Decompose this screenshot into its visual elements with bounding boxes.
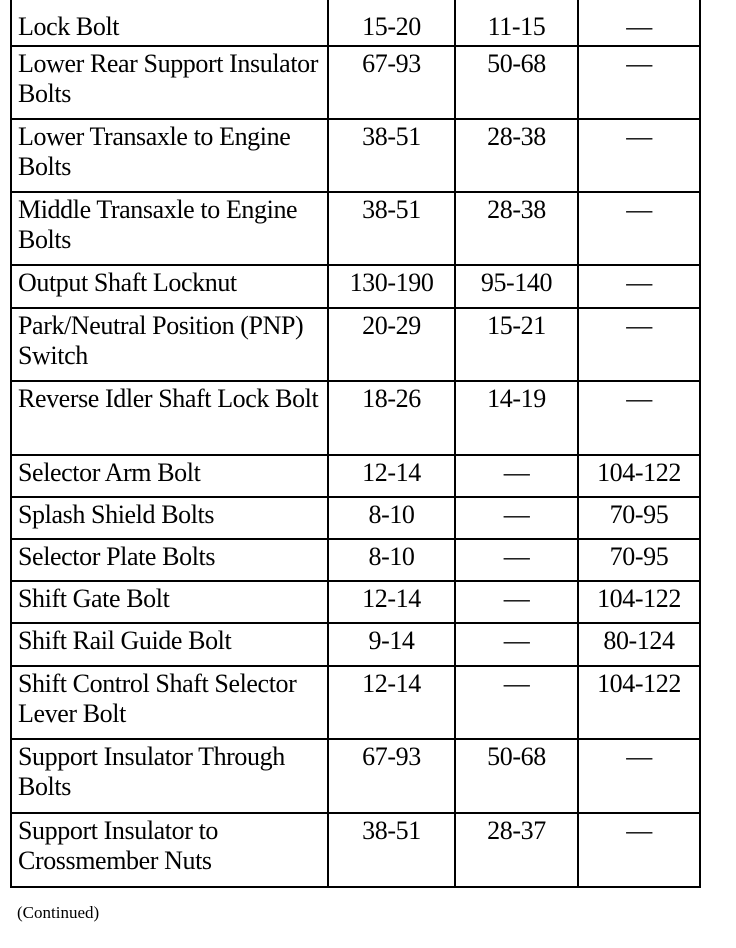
component-name: Support Insulator to Crossmember Nuts bbox=[11, 813, 328, 887]
ft-lbs-value: — bbox=[455, 539, 578, 581]
nm-value: 67-93 bbox=[328, 739, 455, 813]
ft-lbs-value: 28-37 bbox=[455, 813, 578, 887]
ft-lbs-value: — bbox=[455, 497, 578, 539]
table-row bbox=[11, 381, 700, 455]
table-row bbox=[11, 46, 700, 119]
ft-lbs-value: 28-38 bbox=[455, 192, 578, 265]
ft-lbs-value: 15-21 bbox=[455, 308, 578, 381]
table-row bbox=[11, 497, 700, 539]
component-name: Middle Transaxle to Engine Bolts bbox=[11, 192, 328, 265]
ft-lbs-value: 50-68 bbox=[455, 739, 578, 813]
component-name: Lower Rear Support Insulator Bolts bbox=[11, 46, 328, 119]
table-row bbox=[11, 192, 700, 265]
in-lbs-value: 70-95 bbox=[578, 539, 700, 581]
nm-value: 12-14 bbox=[328, 581, 455, 623]
ft-lbs-value: — bbox=[455, 455, 578, 497]
in-lbs-value: — bbox=[578, 265, 700, 308]
nm-value: 12-14 bbox=[328, 455, 455, 497]
component-name: Support Insulator Through Bolts bbox=[11, 739, 328, 813]
table-row bbox=[11, 265, 700, 308]
nm-value: 12-14 bbox=[328, 666, 455, 739]
ft-lbs-value: 14-19 bbox=[455, 381, 578, 455]
nm-value: 38-51 bbox=[328, 119, 455, 192]
nm-value: 8-10 bbox=[328, 497, 455, 539]
component-name: Reverse Idler Shaft Lock Bolt bbox=[11, 381, 328, 455]
table-row bbox=[11, 539, 700, 581]
table-row bbox=[11, 739, 700, 813]
in-lbs-value: — bbox=[578, 119, 700, 192]
nm-value: 67-93 bbox=[328, 46, 455, 119]
ft-lbs-value: — bbox=[455, 623, 578, 666]
nm-value: 20-29 bbox=[328, 308, 455, 381]
in-lbs-value: 104-122 bbox=[578, 581, 700, 623]
component-name: Shift Rail Guide Bolt bbox=[11, 623, 328, 666]
nm-value: 18-26 bbox=[328, 381, 455, 455]
table-row bbox=[11, 119, 700, 192]
component-name: Splash Shield Bolts bbox=[11, 497, 328, 539]
in-lbs-value: — bbox=[578, 192, 700, 265]
nm-value: 38-51 bbox=[328, 813, 455, 887]
table-row bbox=[11, 0, 700, 46]
in-lbs-value: 104-122 bbox=[578, 455, 700, 497]
component-name: Lock Bolt bbox=[11, 0, 328, 46]
in-lbs-value: 80-124 bbox=[578, 623, 700, 666]
table-row bbox=[11, 581, 700, 623]
nm-value: 9-14 bbox=[328, 623, 455, 666]
nm-value: 8-10 bbox=[328, 539, 455, 581]
table-row bbox=[11, 666, 700, 739]
component-name: Selector Plate Bolts bbox=[11, 539, 328, 581]
in-lbs-value: — bbox=[578, 46, 700, 119]
component-name: Shift Gate Bolt bbox=[11, 581, 328, 623]
nm-value: 38-51 bbox=[328, 192, 455, 265]
in-lbs-value: — bbox=[578, 739, 700, 813]
nm-value: 15-20 bbox=[328, 0, 455, 46]
ft-lbs-value: 11-15 bbox=[455, 0, 578, 46]
in-lbs-value: — bbox=[578, 308, 700, 381]
in-lbs-value: — bbox=[578, 0, 700, 46]
continued-footnote: (Continued) bbox=[17, 903, 100, 922]
table-row bbox=[11, 623, 700, 666]
component-name: Shift Control Shaft Selector Lever Bolt bbox=[11, 666, 328, 739]
component-name: Park/Neutral Position (PNP) Switch bbox=[11, 308, 328, 381]
in-lbs-value: 70-95 bbox=[578, 497, 700, 539]
ft-lbs-value: 50-68 bbox=[455, 46, 578, 119]
torque-spec-table-container bbox=[10, 0, 699, 888]
component-name: Output Shaft Locknut bbox=[11, 265, 328, 308]
ft-lbs-value: 28-38 bbox=[455, 119, 578, 192]
torque-spec-table bbox=[10, 0, 701, 888]
ft-lbs-value: 95-140 bbox=[455, 265, 578, 308]
table-row bbox=[11, 813, 700, 887]
in-lbs-value: — bbox=[578, 813, 700, 887]
table-row bbox=[11, 455, 700, 497]
table-row bbox=[11, 308, 700, 381]
ft-lbs-value: — bbox=[455, 581, 578, 623]
ft-lbs-value: — bbox=[455, 666, 578, 739]
component-name: Selector Arm Bolt bbox=[11, 455, 328, 497]
nm-value: 130-190 bbox=[328, 265, 455, 308]
component-name: Lower Transaxle to Engine Bolts bbox=[11, 119, 328, 192]
in-lbs-value: 104-122 bbox=[578, 666, 700, 739]
in-lbs-value: — bbox=[578, 381, 700, 455]
